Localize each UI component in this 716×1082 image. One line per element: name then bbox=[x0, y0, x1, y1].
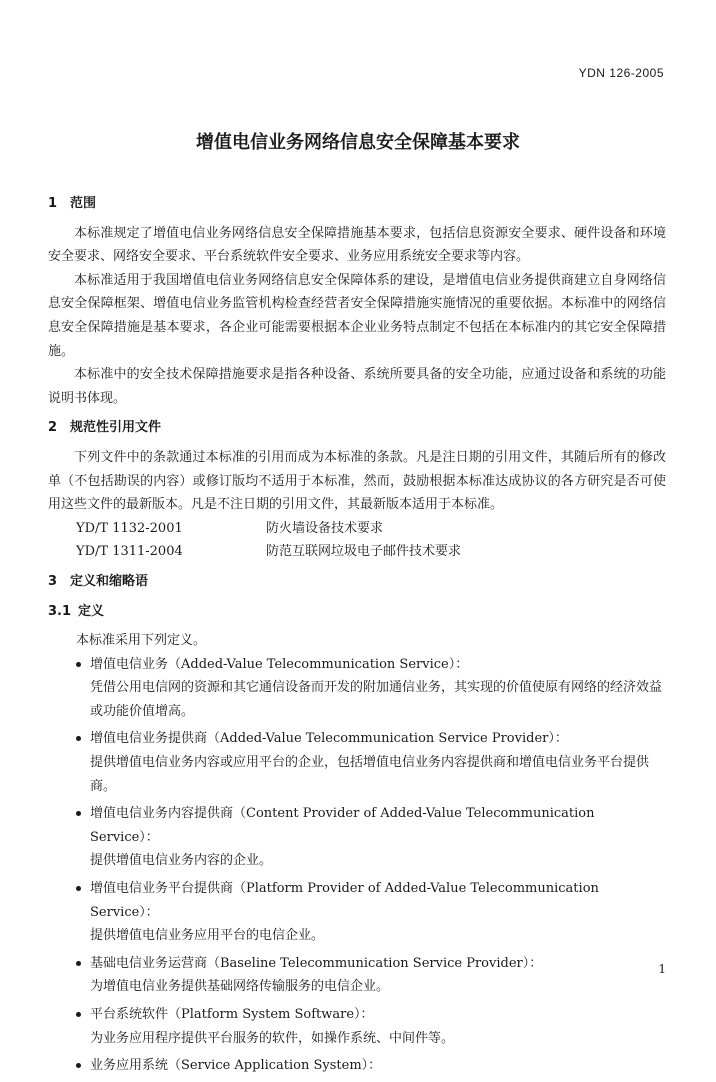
definition-item bbox=[48, 727, 666, 798]
section-title: 范围 bbox=[70, 196, 97, 211]
section-number: 3 bbox=[48, 573, 58, 589]
definition-text: 提供增值电信业务内容的企业。 bbox=[90, 853, 273, 869]
definition-term: 平台系统软件（Platform System Software）： bbox=[90, 1007, 374, 1022]
definition-item bbox=[48, 653, 666, 724]
definition-term: 增值电信业务内容提供商（Content Provider of Added-Value Telecommunication Service）： bbox=[90, 806, 595, 845]
definition-item bbox=[48, 1054, 666, 1078]
standard-code: YDN 126-2005 bbox=[578, 66, 664, 80]
bullet-icon bbox=[76, 662, 81, 667]
definition-text: 提供增值电信业务内容或应用平台的企业，包括增值电信业务内容提供商和增值电信业务平台提供商。 bbox=[90, 755, 650, 794]
definition-term: 业务应用系统（Service Application System）： bbox=[90, 1058, 382, 1074]
definition-term: 增值电信业务平台提供商（Platform Provider of Added-Value Telecommunication Service）： bbox=[90, 881, 599, 920]
section-number: 2 bbox=[48, 420, 58, 436]
reference-item bbox=[48, 540, 666, 564]
section-number: 1 bbox=[48, 196, 58, 211]
definition-text: 凭借公用电信网的资源和其它通信设备而开发的附加通信业务，其实现的价值使原有网络的经济效益或功能价值增高。 bbox=[90, 680, 663, 719]
definition-item bbox=[48, 877, 666, 948]
section-2-heading bbox=[48, 416, 666, 440]
section-title: 规范性引用文件 bbox=[70, 420, 162, 436]
reference-title: 防火墙设备技术要求 bbox=[266, 520, 384, 536]
scope-paragraph-2: 本标准适用于我国增值电信业务网络信息安全保障体系的建设，是增值电信业务提供商建立自身网络信息安全保障框架、增值电信业务监管机构检查经营者安全保障措施实施情况的重要依据。本标准中的网络信息安全保障措施是基本要求，各企业可能需要根据本企业业务特点制定不包括在本标准内的其它安全保障措施。 bbox=[48, 272, 666, 359]
section-title: 定义和缩略语 bbox=[70, 573, 149, 589]
definition-list bbox=[48, 653, 666, 1078]
definition-text: 提供增值电信业务应用平台的电信企业。 bbox=[90, 928, 325, 944]
definition-term: 基础电信业务运营商（Baseline Telecommunication Service Provider）： bbox=[90, 955, 543, 971]
definition-item bbox=[48, 1003, 666, 1050]
definition-item bbox=[48, 952, 666, 999]
section-3-1-heading bbox=[48, 600, 666, 624]
definition-text: 为业务应用程序提供平台服务的软件，如操作系统、中间件等。 bbox=[90, 1030, 455, 1046]
definition-text: 为增值电信业务提供基础网络传输服务的电信企业。 bbox=[90, 979, 390, 995]
definition-term: 增值电信业务（Added-Value Telecommunication Service）： bbox=[90, 656, 469, 672]
scope-paragraph-3: 本标准中的安全技术保障措施要求是指各种设备、系统所要具备的安全功能，应通过设备和系统的功能说明书体现。 bbox=[48, 367, 666, 406]
document-body bbox=[48, 190, 666, 1082]
section-number: 3.1 bbox=[48, 603, 72, 619]
bullet-icon bbox=[76, 886, 81, 891]
definition-item bbox=[48, 802, 666, 873]
bullet-icon bbox=[76, 811, 81, 816]
reference-code: YD/T 1132-2001 bbox=[76, 520, 183, 536]
definitions-intro: 本标准采用下列定义。 bbox=[76, 633, 207, 649]
scope-paragraph-1: 本标准规定了增值电信业务网络信息安全保障措施基本要求，包括信息资源安全要求、硬件设备和环境安全要求、网络安全要求、平台系统软件安全要求、业务应用系统安全要求等内容。 bbox=[48, 225, 666, 265]
references-paragraph: 下列文件中的条款通过本标准的引用而成为本标准的条款。凡是注日期的引用文件，其随后所有的修改单（不包括勘误的内容）或修订版均不适用于本标准，然而，鼓励根据本标准达成协议的各方研究是否可使用这些文件的最新版本。凡是不注日期的引用文件，其最新版本适用于本标准。 bbox=[48, 449, 666, 513]
document-title: 增值电信业务网络信息安全保障基本要求 bbox=[196, 132, 520, 153]
bullet-icon bbox=[76, 1012, 81, 1017]
reference-code: YD/T 1311-2004 bbox=[76, 544, 183, 560]
section-title: 定义 bbox=[78, 603, 105, 619]
page-number: 1 bbox=[658, 962, 666, 976]
bullet-icon bbox=[76, 961, 81, 966]
bullet-icon bbox=[76, 1063, 81, 1068]
reference-list bbox=[48, 517, 666, 564]
section-1-heading bbox=[48, 192, 666, 216]
reference-title: 防范互联网垃圾电子邮件技术要求 bbox=[266, 544, 462, 560]
section-3-heading bbox=[48, 570, 666, 594]
bullet-icon bbox=[76, 736, 81, 741]
reference-item bbox=[48, 517, 666, 541]
definition-term: 增值电信业务提供商（Added-Value Telecommunication Service Provider）： bbox=[90, 731, 568, 747]
